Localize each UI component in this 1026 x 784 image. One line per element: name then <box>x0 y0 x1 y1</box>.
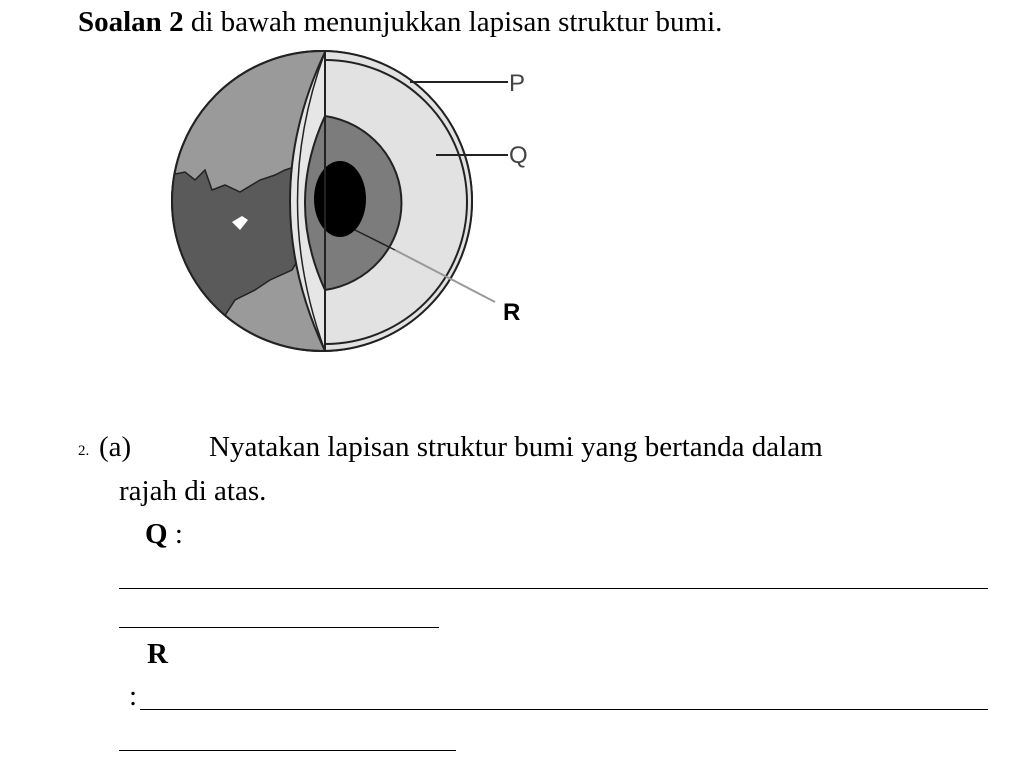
answer-r-line-2[interactable] <box>119 750 456 751</box>
label-q: Q <box>509 142 528 169</box>
answer-r-colon: : <box>129 680 138 712</box>
question-text-line1: Nyatakan lapisan struktur bumi yang bertanda dalam <box>209 431 823 463</box>
answer-q-line-2[interactable] <box>119 627 439 628</box>
question-part: (a) <box>99 431 132 463</box>
answer-r-line-1[interactable] <box>140 709 988 710</box>
answer-q-label <box>145 520 183 549</box>
answer-q-colon: : <box>167 518 183 550</box>
answer-r-letter <box>147 640 168 669</box>
label-r: R <box>503 299 521 326</box>
answer-r-letter-text: R <box>147 638 168 670</box>
question-header-text: di bawah menunjukkan lapisan struktur bumi. <box>183 6 723 38</box>
label-p: P <box>509 70 526 97</box>
question-header-bold: Soalan 2 <box>78 6 184 38</box>
answer-q-line-1[interactable] <box>119 588 988 589</box>
question-text-line2: rajah di atas. <box>119 475 267 507</box>
answer-q-letter: Q <box>145 518 168 550</box>
inner-core <box>314 161 366 237</box>
question-number: 2. <box>78 443 90 459</box>
